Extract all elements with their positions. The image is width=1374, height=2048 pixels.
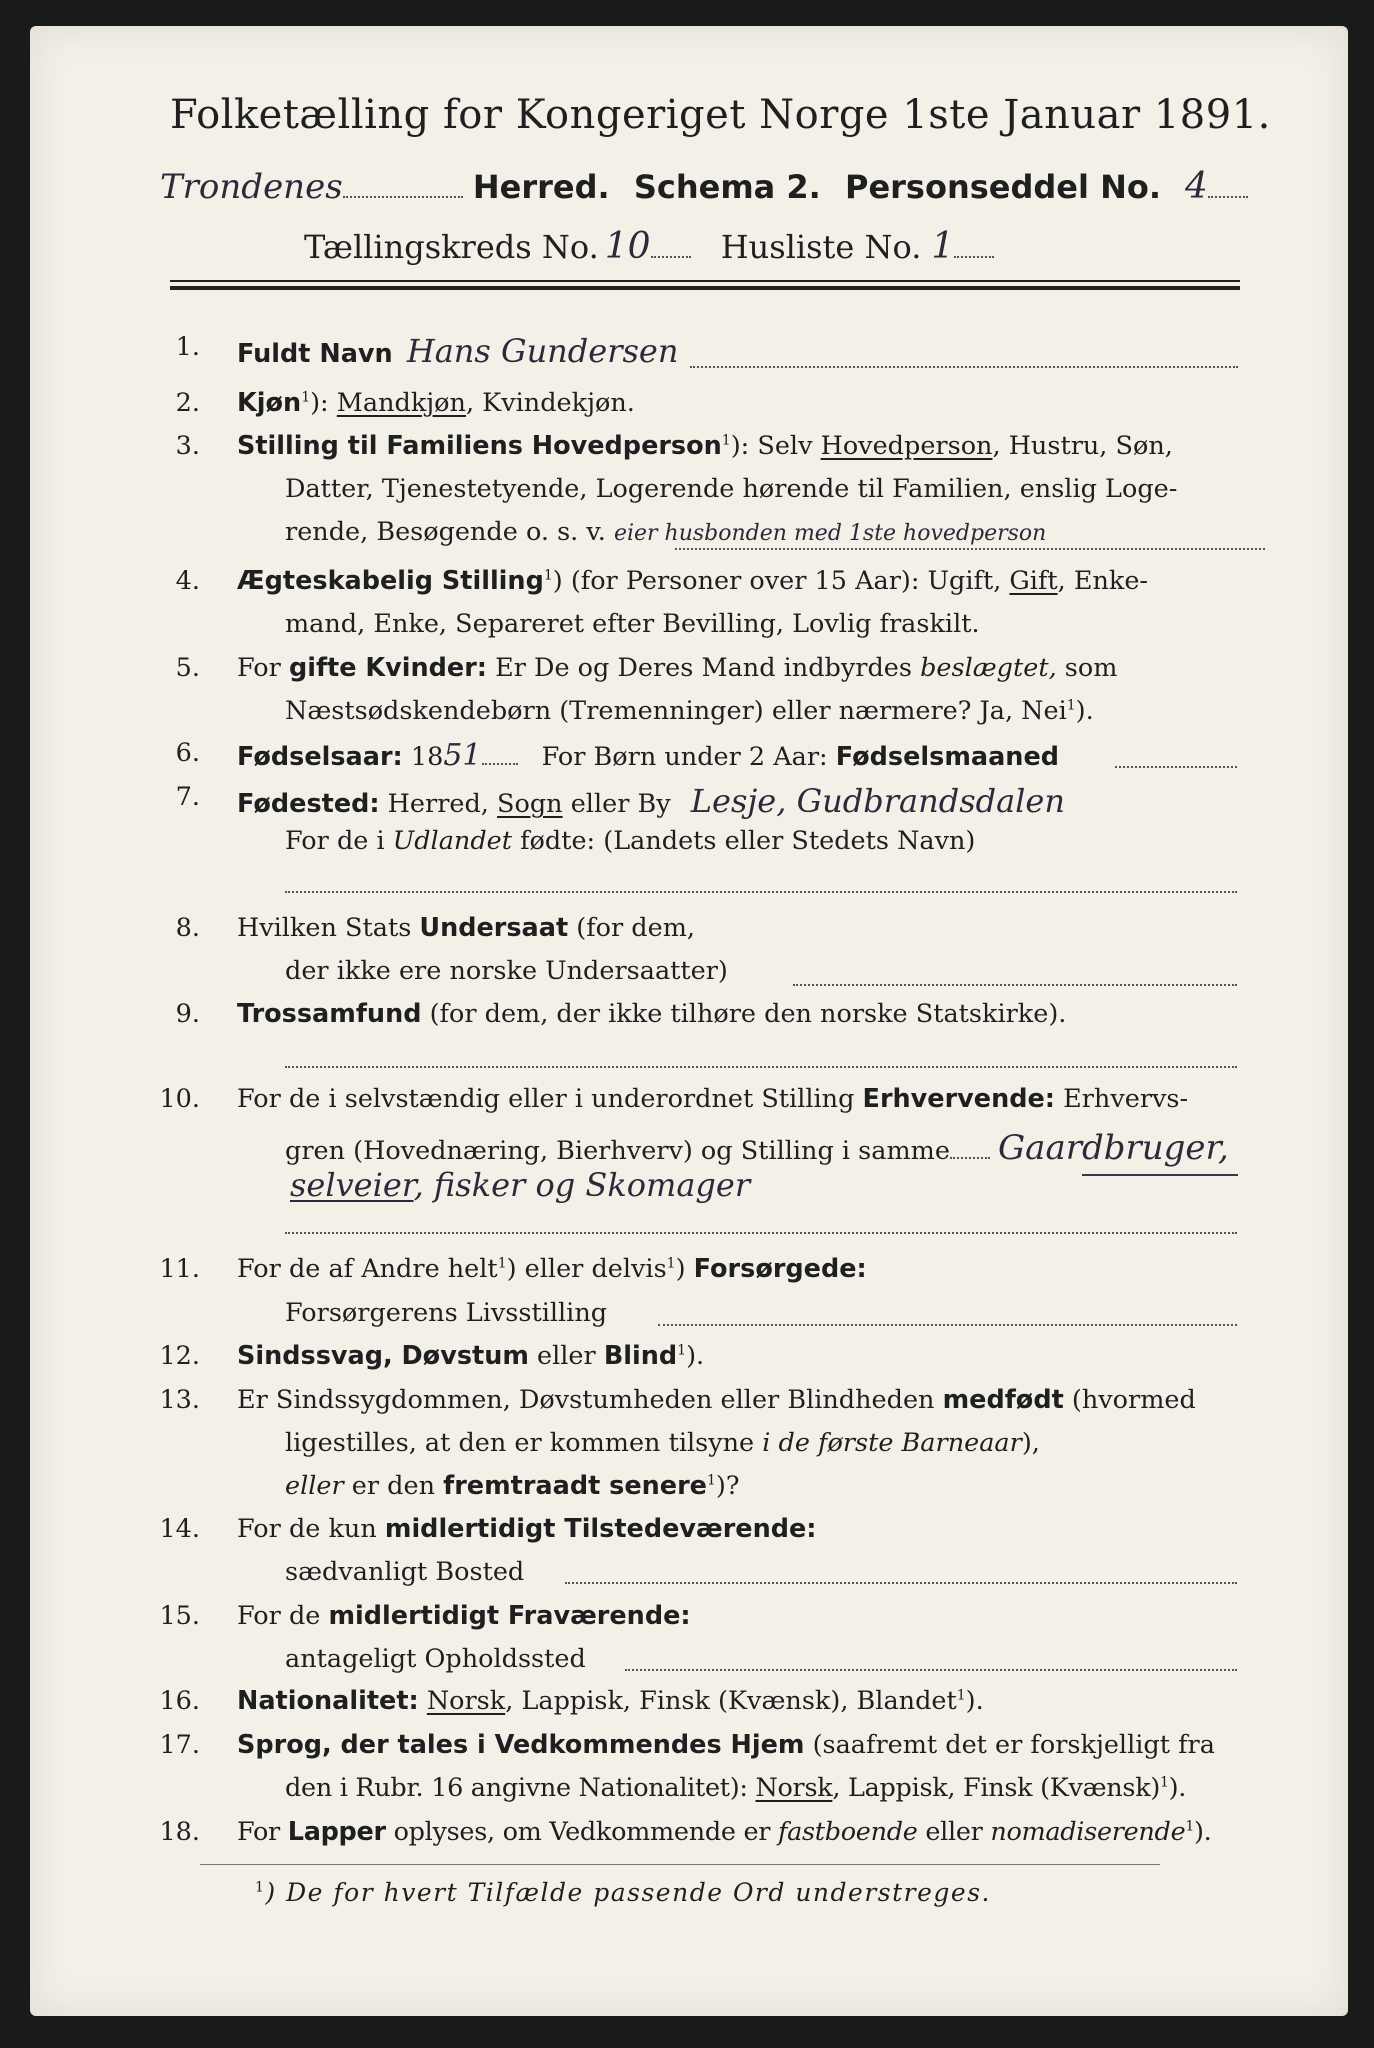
footnote: [255, 1878, 991, 1907]
q4-line-2: mand, Enke, Separeret efter Bevilling, Lovlig fraskilt.: [285, 609, 980, 639]
q5-line-2: [285, 696, 1094, 726]
q5-pre: For: [237, 653, 289, 683]
q14-line-2: sædvanligt Bosted: [285, 1557, 525, 1587]
q11-pre: For de af Andre helt: [237, 1254, 498, 1284]
header-rule-thin: [170, 280, 1240, 282]
q17-text: (saafremt det er forskjelligt fra: [804, 1730, 1215, 1760]
q5-italic: beslægtet,: [920, 653, 1057, 683]
q4-line-1: [237, 566, 1148, 596]
header-row-2: [304, 226, 994, 267]
q1-label: Fuldt Navn: [237, 339, 393, 369]
footnote-marker: 1: [1185, 1818, 1194, 1835]
q12-end: ).: [686, 1341, 705, 1371]
dotted-fill: [1208, 194, 1248, 198]
q15-pre: For de: [237, 1601, 329, 1631]
q10-pre: For de i selvstændig eller i underordnet Stilling: [237, 1084, 863, 1114]
q6-year-prefix: 18: [402, 742, 444, 772]
q3-text-2: , Hustru, Søn,: [992, 431, 1173, 461]
item-number: 13.: [159, 1385, 200, 1415]
dotted-fill: [950, 1155, 990, 1159]
q8-text: (for dem,: [568, 913, 696, 943]
herred-label: Herred.: [472, 168, 610, 206]
q10-ink-line: [1082, 1174, 1238, 1176]
footnote-marker: 1: [956, 1687, 966, 1704]
q2-line: [237, 388, 635, 418]
q7-answer-handwritten: Lesje, Gudbrandsdalen: [690, 782, 1065, 820]
dotted-fill: [651, 254, 691, 258]
item-number: 1.: [175, 332, 200, 362]
footnote-marker: 1: [721, 432, 731, 449]
q3-text: ): Selv: [730, 431, 821, 461]
personseddel-number: 4: [1185, 166, 1208, 207]
q10-answer-line2: [290, 1166, 750, 1204]
q7-line2-rest: fødte: (Landets eller Stedets Navn): [512, 826, 976, 856]
q13-line3-end: )?: [715, 1471, 740, 1501]
q14-dotted-fill: [565, 1582, 1237, 1584]
q3-answer-handwritten: eier husbonden med 1ste hovedperson: [613, 521, 1047, 546]
q6-year-handwritten: 51: [443, 738, 482, 773]
q2-option-mandkjon-underlined: Mandkjøn: [336, 388, 466, 418]
census-form-sheet: [30, 26, 1348, 2016]
q6-label: Fødselsaar:: [237, 742, 403, 772]
item-number: 5.: [175, 653, 200, 683]
q17-end: ).: [1168, 1773, 1187, 1803]
husliste-label: Husliste No.: [720, 228, 922, 266]
q11-line-2: Forsørgerens Livsstilling: [285, 1298, 608, 1328]
q7-dotted-fill: [285, 891, 1237, 893]
item-number: 3.: [175, 431, 200, 461]
item-number: 11.: [159, 1254, 200, 1284]
item-number: 4.: [175, 566, 200, 596]
q13-line-2: [285, 1428, 1040, 1458]
q7-label: Fødested:: [237, 789, 380, 819]
q13-line-1: [237, 1385, 1196, 1415]
q18-end: ).: [1193, 1817, 1212, 1847]
q17-line2-rest: , Lappisk, Finsk (Kvænsk): [832, 1773, 1160, 1803]
q3-label: Stilling til Familiens Hovedperson: [237, 431, 722, 461]
q11-mid: ) eller delvis: [506, 1254, 667, 1284]
q6-dotted-fill: [1115, 766, 1237, 768]
q9-text: (for dem, der ikke tilhøre den norske Statskirke).: [421, 999, 1067, 1029]
q12-label-2: Blind: [603, 1341, 678, 1371]
q10-answer-line2-handwritten: , fisker og Skomager: [413, 1166, 751, 1204]
q4-text-2: , Enke-: [1057, 566, 1149, 596]
q7-option-sogn-underlined: Sogn: [497, 789, 563, 819]
schema-label: Schema 2.: [633, 168, 821, 206]
q13-line3-italic: eller: [285, 1471, 344, 1501]
q3-option-hovedperson-underlined: Hovedperson: [820, 431, 993, 461]
item-number: 18.: [159, 1817, 200, 1847]
q5-end: ).: [1075, 696, 1094, 726]
q13-label: medfødt: [942, 1385, 1064, 1415]
footnote-marker: 1: [677, 1342, 687, 1359]
q3-line-2: Datter, Tjenestetyende, Logerende hørende til Familien, enslig Loge-: [285, 474, 1178, 504]
q16-text: , Lappisk, Finsk (Kvænsk), Blandet: [505, 1686, 957, 1716]
q17-line2-pre: den i Rubr. 16 angivne Nationalitet):: [285, 1773, 756, 1803]
footnote-marker: 1: [1066, 697, 1076, 714]
q18-italic-nomadiserende: nomadiserende: [990, 1817, 1186, 1847]
footnote-separator: [200, 1864, 1160, 1865]
q13-line2-pre: ligestilles, at den er kommen tilsyne: [285, 1428, 763, 1458]
q6-label-2: Fødselsmaaned: [835, 742, 1060, 772]
q13-line3-mid: er den: [343, 1471, 444, 1501]
q7-line-1: [237, 782, 1065, 820]
q18-label: Lapper: [287, 1817, 386, 1847]
q18-text: oplyses, om Vedkommende er: [385, 1817, 778, 1847]
q7-line2-italic: Udlandet: [392, 826, 512, 856]
q8-dotted-fill: [793, 984, 1237, 986]
footnote-marker: 1: [666, 1255, 676, 1272]
footnote-marker: 1: [497, 1255, 507, 1272]
q3-line-3: [285, 517, 1046, 547]
item-number: 9.: [175, 999, 200, 1029]
taellingskreds-label: Tællingskreds No.: [304, 228, 599, 266]
q5-line2-text: Næstsødskendebørn (Tremenninger) eller nærmere? Ja, Nei: [285, 696, 1067, 726]
q3-dotted-fill: [675, 548, 1265, 550]
herred-handwritten: Trondenes: [160, 167, 343, 207]
q4-text: ) (for Personer over 15 Aar): Ugift,: [552, 566, 1010, 596]
q10-line-2: [285, 1128, 1229, 1168]
taellingskreds-number: 10: [604, 226, 651, 267]
q13-line2-italic: i de første Barneaar: [762, 1428, 1022, 1458]
q10-line2-text: gren (Hovednæring, Bierhverv) og Stilling i samme: [285, 1136, 950, 1166]
q8-pre: Hvilken Stats: [237, 913, 420, 943]
item-number: 7.: [175, 782, 200, 812]
q4-label: Ægteskabelig Stilling: [237, 566, 544, 596]
q7-text: Herred,: [379, 789, 498, 819]
item-number: 12.: [159, 1341, 200, 1371]
q9-dotted-fill: [285, 1066, 1237, 1068]
q11-dotted-fill: [658, 1324, 1237, 1326]
q8-line-1: [237, 913, 695, 943]
q13-text: (hvormed: [1063, 1385, 1196, 1415]
footnote-marker: 1: [255, 1879, 266, 1896]
q15-line-2: antageligt Opholdssted: [285, 1644, 586, 1674]
q15-label: midlertidigt Fraværende:: [328, 1601, 691, 1631]
q11-line-1: [237, 1254, 867, 1284]
q5-line-1: [237, 653, 1117, 683]
item-number: 16.: [159, 1686, 200, 1716]
dotted-fill: [954, 254, 994, 258]
q6-line: [237, 738, 1059, 773]
footnote-marker: 1: [706, 1472, 716, 1489]
dotted-fill: [343, 194, 463, 198]
husliste-number: 1: [931, 226, 955, 267]
q15-line-1: [237, 1601, 691, 1631]
item-number: 10.: [159, 1084, 200, 1114]
q10-dotted-fill: [285, 1232, 1237, 1234]
q9-label: Trossamfund: [237, 999, 422, 1029]
q18-italic-fastboende: fastboende: [777, 1817, 918, 1847]
q12-mid: eller: [528, 1341, 604, 1371]
q5-text: Er De og Deres Mand indbyrdes: [487, 653, 921, 683]
q3-line-1: [237, 431, 1173, 461]
q2-label: Kjøn: [237, 388, 302, 418]
item-number: 8.: [175, 913, 200, 943]
q16-line: [237, 1686, 984, 1716]
q16-end: ).: [965, 1686, 984, 1716]
header-rule-thick: [170, 286, 1240, 290]
q10-label: Erhvervende:: [862, 1084, 1055, 1114]
q2-text: ):: [310, 388, 337, 418]
q6-mid-text: For Børn under 2 Aar:: [541, 742, 836, 772]
q18-pre: For: [237, 1817, 288, 1847]
q13-line3-bold: fremtraadt senere: [443, 1471, 707, 1501]
dotted-fill: [482, 761, 518, 765]
q14-pre: For de kun: [237, 1514, 385, 1544]
q7-line-2: [285, 826, 975, 856]
item-number: 6.: [175, 738, 200, 768]
q5-label: gifte Kvinder:: [288, 653, 488, 683]
q16-label: Nationalitet:: [237, 1686, 419, 1716]
q17-label: Sprog, der tales i Vedkommendes Hjem: [237, 1730, 805, 1760]
q13-pre: Er Sindssygdommen, Døvstumheden eller Blindheden: [237, 1385, 943, 1415]
item-number: 17.: [159, 1730, 200, 1760]
q17-option-norsk-underlined: Norsk: [755, 1773, 833, 1803]
personseddel-label: Personseddel No.: [844, 168, 1162, 206]
q16-space: [419, 1686, 427, 1716]
q8-line-2: der ikke ere norske Undersaatter): [285, 956, 728, 986]
q12-line: [237, 1341, 704, 1371]
q1-answer-handwritten: Hans Gundersen: [406, 332, 679, 370]
q12-label: Sindssvag, Døvstum: [237, 1341, 529, 1371]
q13-line2-end: ),: [1021, 1428, 1040, 1458]
q14-label: midlertidigt Tilstedeværende:: [384, 1514, 817, 1544]
q9-line: [237, 999, 1066, 1029]
q17-line-2: [285, 1773, 1186, 1803]
q17-line-1: [237, 1730, 1215, 1760]
footnote-marker: 1: [301, 389, 311, 406]
q16-option-norsk-underlined: Norsk: [426, 1686, 506, 1716]
q5-text-2: som: [1056, 653, 1118, 683]
q1-dotted-fill: [690, 366, 1238, 368]
q14-line-1: [237, 1514, 817, 1544]
item-number: 14.: [159, 1514, 200, 1544]
q10-answer-selveier-underlined: selveier: [290, 1166, 414, 1204]
q7-line2-pre: For de i: [285, 826, 393, 856]
q7-text-2: eller By: [562, 789, 671, 819]
footnote-marker: 1: [543, 567, 553, 584]
footnote-marker: 1: [1160, 1774, 1169, 1791]
q2-option-kvindekjon: , Kvindekjøn.: [465, 388, 635, 418]
q18-line: [237, 1817, 1211, 1847]
q10-text: Erhvervs-: [1055, 1084, 1189, 1114]
q13-line-3: [285, 1471, 740, 1501]
q1-line: [237, 332, 678, 370]
item-number: 2.: [175, 388, 200, 418]
header-row-1: [160, 166, 1248, 207]
q4-option-gift-underlined: Gift: [1009, 566, 1058, 596]
q8-label: Undersaat: [419, 913, 569, 943]
q3-line3-text: rende, Besøgende o. s. v.: [285, 517, 606, 547]
q10-answer-line1-handwritten: Gaardbruger,: [998, 1128, 1229, 1168]
item-number: 15.: [159, 1601, 200, 1631]
q15-dotted-fill: [625, 1669, 1237, 1671]
q11-label: Forsørgede:: [693, 1254, 867, 1284]
q11-mid2: ): [675, 1254, 694, 1284]
q10-line-1: [237, 1084, 1188, 1114]
form-title: Folketælling for Kongeriget Norge 1ste Januar 1891.: [170, 92, 1271, 138]
q18-mid: eller: [917, 1817, 991, 1847]
footnote-text: ) De for hvert Tilfælde passende Ord understreges.: [265, 1878, 991, 1907]
